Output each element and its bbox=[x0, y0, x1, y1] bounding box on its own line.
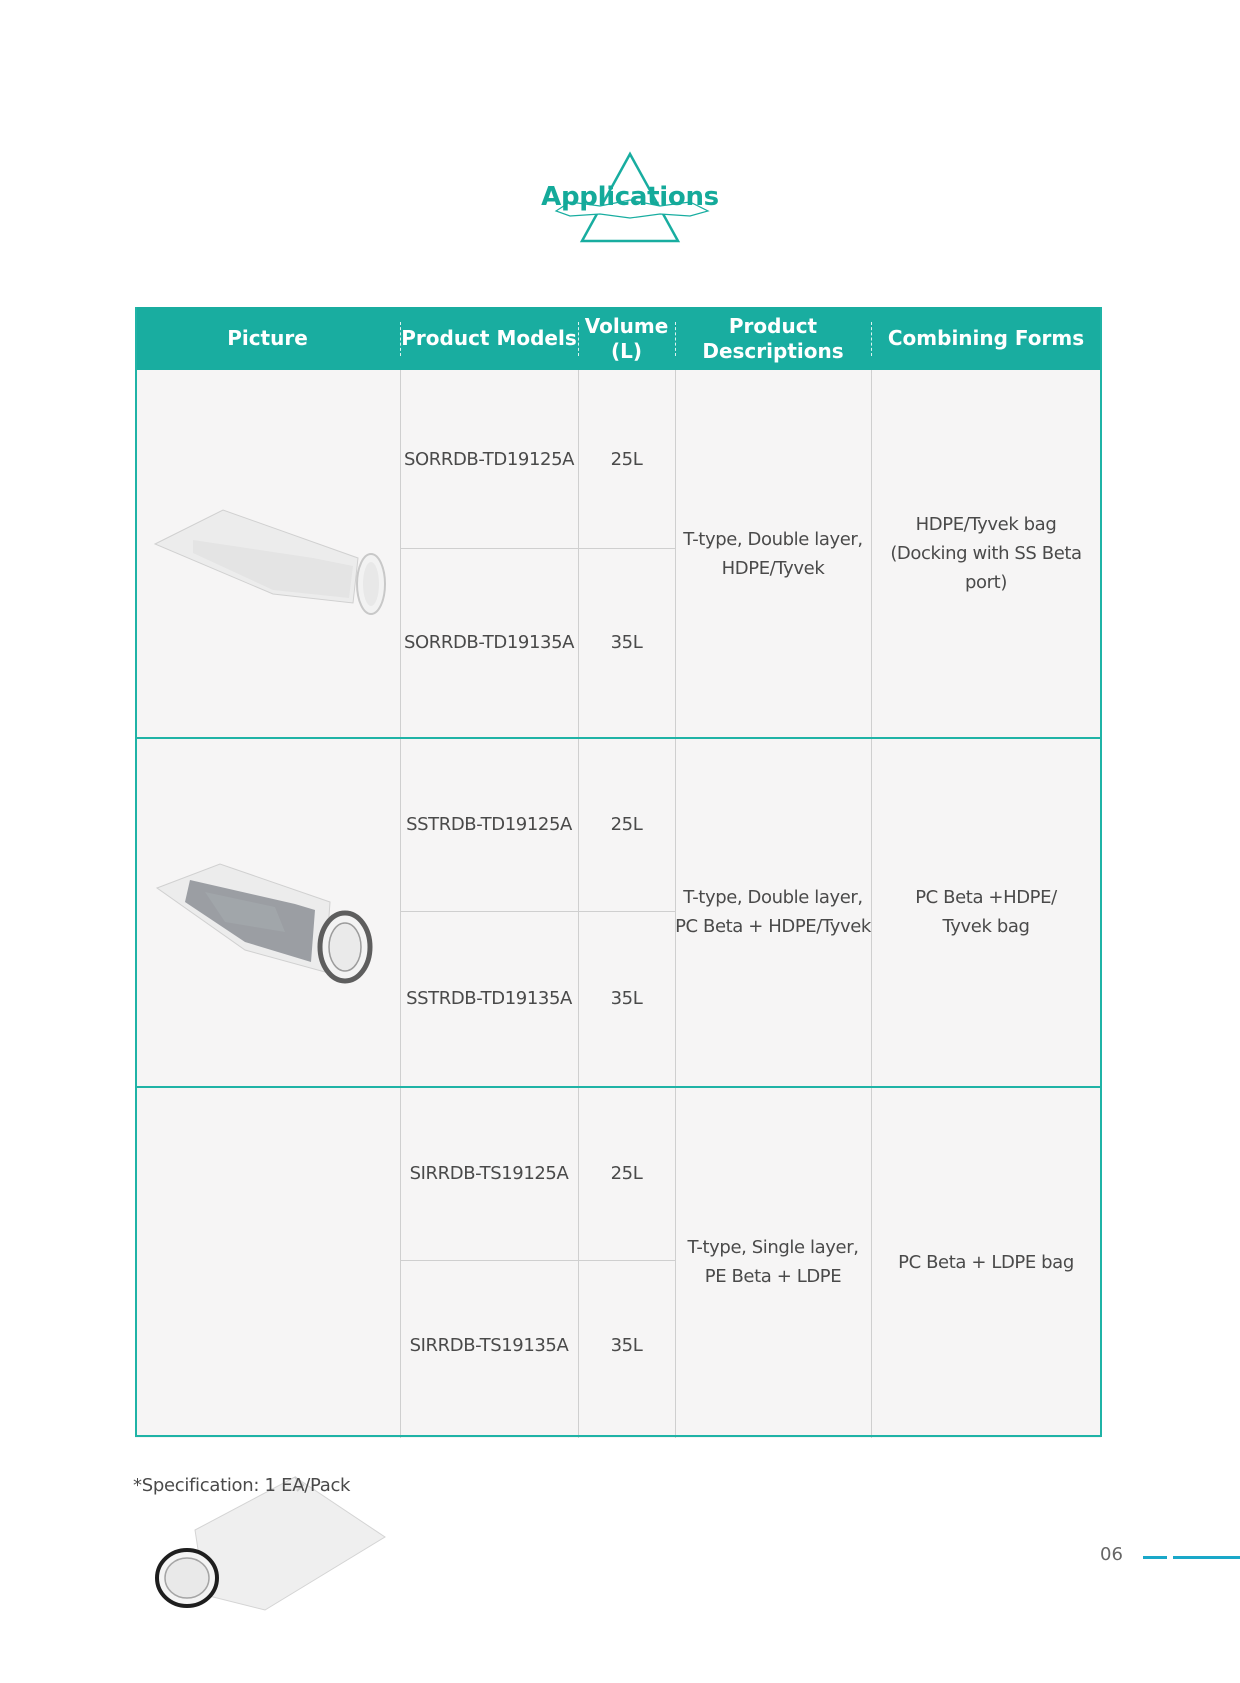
specification-note: *Specification: 1 EA/Pack bbox=[133, 1475, 351, 1496]
description-line: PC Beta + HDPE/Tyvek bbox=[675, 915, 871, 937]
product-model: SIRRDB-TS19125A bbox=[409, 1162, 569, 1184]
table-body bbox=[135, 370, 1101, 1438]
header-desc-line1: Product bbox=[728, 313, 818, 338]
product-description bbox=[675, 370, 871, 737]
product-model: SORRDB-TD19135A bbox=[403, 632, 575, 653]
header-product-descriptions bbox=[675, 307, 871, 370]
description-line: PE Beta + LDPE bbox=[704, 1266, 842, 1287]
header-picture: Picture bbox=[227, 326, 308, 350]
volume-value: 35L bbox=[610, 1334, 643, 1356]
volume-value: 25L bbox=[610, 1162, 643, 1184]
combining-form-line: PC Beta +HDPE/ bbox=[915, 886, 1057, 908]
volume-value: 35L bbox=[610, 988, 643, 1009]
page-accent-line bbox=[1173, 1556, 1240, 1559]
volume-value: 25L bbox=[610, 814, 643, 835]
page-accent-line bbox=[1143, 1556, 1167, 1559]
header-desc-line2: Descriptions bbox=[702, 338, 844, 363]
header-volume-line2: (L) bbox=[610, 338, 643, 363]
applications-table bbox=[135, 307, 1101, 1438]
page-number: 06 bbox=[1100, 1544, 1123, 1565]
bag-image-sirrdb bbox=[155, 1475, 390, 1615]
bag-image-sorrdb bbox=[153, 508, 393, 618]
product-description bbox=[675, 737, 871, 1086]
section-heading bbox=[540, 150, 720, 250]
table-header bbox=[135, 307, 1101, 370]
combining-form-line: (Docking with SS Beta port) bbox=[890, 543, 1082, 593]
product-model: SSTRDB-TD19125A bbox=[406, 814, 572, 835]
combining-form bbox=[871, 737, 1101, 1086]
combining-form-line: PC Beta + LDPE bag bbox=[898, 1251, 1074, 1273]
header-volume-line1: Volume bbox=[584, 313, 669, 338]
combining-form-line: Tyvek bag bbox=[942, 915, 1030, 937]
description-line: HDPE/Tyvek bbox=[721, 557, 825, 579]
header-combining-forms: Combining Forms bbox=[887, 326, 1085, 350]
bag-image-sstrdb bbox=[155, 862, 380, 992]
volume-value: 25L bbox=[610, 448, 643, 470]
product-description bbox=[675, 1086, 871, 1438]
description-line: T-type, Single layer, bbox=[687, 1237, 859, 1258]
product-model: SIRRDB-TS19135A bbox=[409, 1334, 569, 1356]
combining-form bbox=[871, 1086, 1101, 1438]
combining-form bbox=[871, 370, 1101, 737]
combining-form-line: HDPE/Tyvek bag bbox=[915, 514, 1057, 535]
header-product-models: Product Models bbox=[401, 326, 577, 350]
header-volume bbox=[578, 307, 675, 370]
product-model: SSTRDB-TD19135A bbox=[406, 988, 572, 1009]
description-line: T-type, Double layer, bbox=[683, 528, 863, 550]
volume-value: 35L bbox=[610, 632, 643, 653]
page-title: Applications bbox=[541, 182, 719, 212]
product-model: SORRDB-TD19125A bbox=[403, 448, 575, 470]
description-line: T-type, Double layer, bbox=[683, 886, 863, 908]
